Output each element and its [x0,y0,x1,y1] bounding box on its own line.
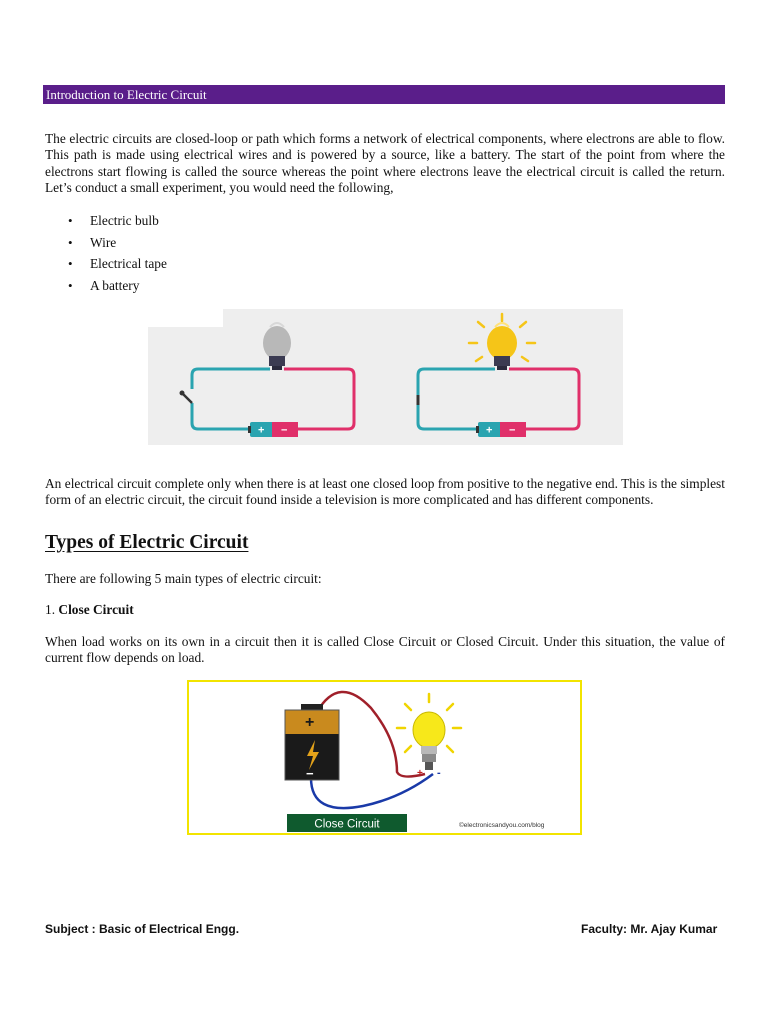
figure-blank-corner [148,309,223,327]
types-heading: Types of Electric Circuit [45,532,249,553]
closed-circuit [418,314,579,437]
list-item [45,212,167,234]
list-item [45,277,167,299]
battery-minus-label: − [509,424,516,437]
close-circuit-svg [189,682,580,833]
intro-paragraph: The electric circuits are closed-loop or path which forms a network of electrical components, where electrons are able to flow. This path is made using electrical wires and is powered by a source, like a battery. The start of the point from where the electrons start flowing is called the source whereas the point where electrons leave the electrical circuit is called the return. Let’s conduct a small experiment, you would need the following, [45,131,725,195]
footer-subject: Subject : Basic of Electrical Engg. [45,922,240,936]
figure-credit: ©electronicsandyou.com/blog [459,822,545,829]
footer-faculty: Faculty: Mr. Ajay Kumar [581,922,718,936]
list-item-text: Wire [90,234,117,250]
list-item-text: Electric bulb [90,213,159,228]
figure-label: Close Circuit [314,818,380,831]
bulb-plus-label: + [417,768,423,779]
bullet-icon: • [68,256,73,271]
battery-icon [248,422,298,437]
wire-negative [192,369,270,389]
materials-list [45,212,167,298]
wire-negative [418,405,478,429]
types-intro: There are following 5 main types of electric circuit: [45,571,322,586]
bulb-off-icon [263,323,291,370]
wire-negative [192,403,250,429]
list-item [45,234,167,256]
close-circuit-title: Close Circuit [58,602,134,617]
wire-negative [418,369,495,395]
battery-plus-label: + [305,714,315,731]
bullet-icon: • [68,277,73,293]
bulb-on-icon [469,314,535,370]
switch-pin-icon [180,391,185,396]
bullet-icon: • [68,234,73,250]
complete-circuit-paragraph: An electrical circuit complete only when there is at least one closed loop from positive to the negative end. This is the simplest form of an electric circuit, the circuit found inside a television is more complicated and has different components. [45,476,725,508]
battery-plus-label: + [258,424,265,437]
open-circuit [180,323,355,437]
section-title-bar: Introduction to Electric Circuit [43,85,725,104]
bulb-on-icon [397,694,461,779]
wire-positive [284,369,354,429]
battery-icon [285,704,339,781]
battery-icon [476,422,526,437]
close-circuit-heading [45,601,134,619]
close-circuit-description: When load works on its own in a circuit then it is called Close Circuit or Closed Circuit. Under this situation, the value of current flow depends on load. [45,634,725,666]
circuit-illustration [148,309,623,445]
list-number: 1. [45,602,56,617]
wire-positive [509,369,579,429]
battery-minus-label: − [306,766,314,781]
list-item-text: A battery [90,277,140,293]
bullet-icon: • [68,213,73,228]
close-circuit-illustration [187,680,582,835]
list-item [45,255,167,277]
list-item-text: Electrical tape [90,256,167,271]
battery-minus-label: − [281,424,288,437]
battery-plus-label: + [486,424,493,437]
bulb-minus-label: - [437,767,441,779]
circuit-illustration-svg [148,309,623,445]
